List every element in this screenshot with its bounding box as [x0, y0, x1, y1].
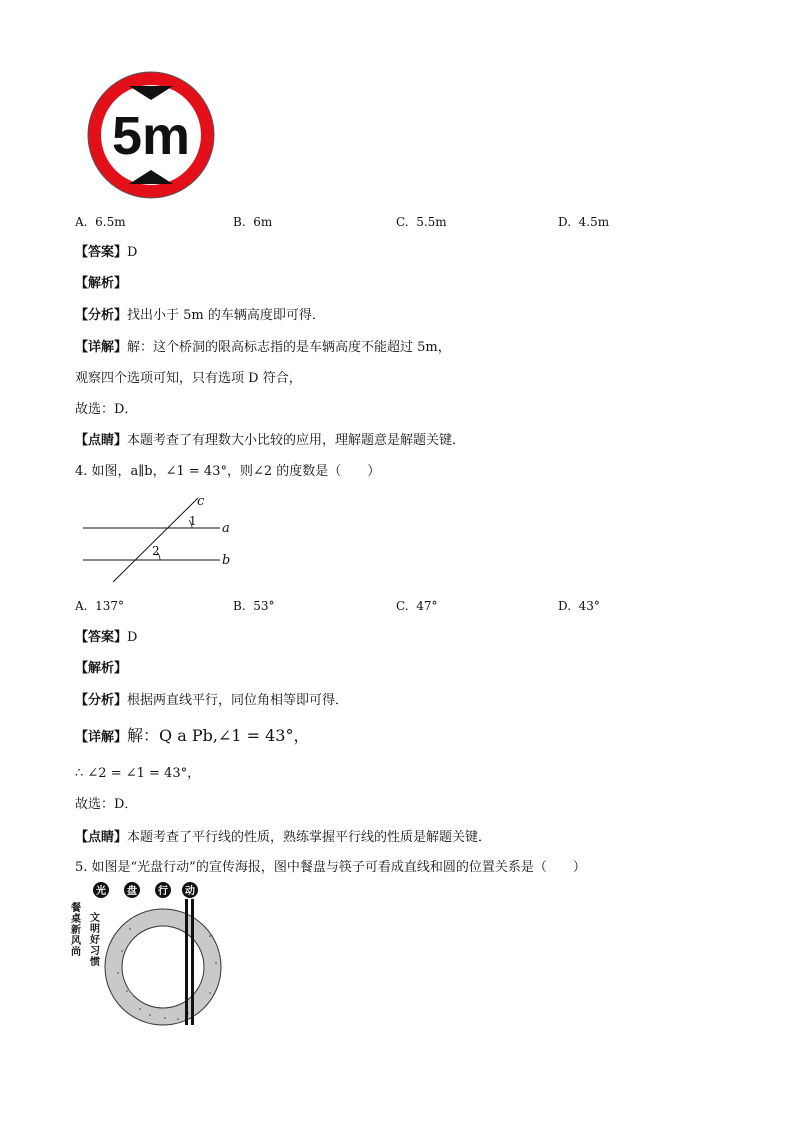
q4-option-b[interactable]: B. 53°: [233, 599, 275, 613]
poster-slogan-right: 文明好习惯: [90, 913, 100, 968]
q5-stem: 5. 如图是“光盘行动”的宣传海报，图中餐盘与筷子可看成直线和圆的位置关系是（ ）: [75, 860, 586, 875]
q3-jiexi-heading: 【解析】: [75, 276, 128, 291]
q4-option-a[interactable]: A. 137°: [75, 599, 125, 613]
q3-detail: 【详解】解：这个桥洞的限高标志指的是车辆高度不能超过 5m，: [75, 340, 451, 355]
q3-option-c[interactable]: C. 5.5m: [396, 215, 447, 229]
chopstick-right: [191, 899, 194, 1025]
height-limit-sign-graphic: [86, 70, 216, 200]
q3-option-b[interactable]: B. 6m: [233, 215, 273, 229]
poster-title-badges: [93, 882, 198, 898]
q4-option-d[interactable]: D. 43°: [558, 599, 600, 613]
q4-detail: 【详解】解：Q a Pb,∠1 = 43°，: [75, 726, 310, 745]
poster-title-char-1: 光: [96, 886, 106, 897]
label-angle-1: 1: [189, 514, 197, 528]
q3-analysis: 【分析】找出小于 5m 的车辆高度即可得．: [75, 308, 325, 323]
chopstick-left: [185, 899, 188, 1025]
label-c: c: [197, 494, 205, 509]
q3-detail-line2: 观察四个选项可知，只有选项 D 符合，: [75, 371, 302, 386]
q4-stem: 4. 如图，a∥b，∠1 = 43°，则∠2 的度数是（ ）: [75, 464, 381, 479]
q4-comment: 【点睛】本题考查了平行线的性质，熟练掌握平行线的性质是解题关键．: [75, 830, 492, 845]
q4-choice: 故选：D．: [75, 797, 138, 812]
label-b: b: [222, 553, 231, 568]
poster-title-char-3: 行: [158, 886, 168, 897]
q4-analysis: 【分析】根据两直线平行，同位角相等即可得．: [75, 693, 349, 708]
q4-option-c[interactable]: C. 47°: [396, 599, 438, 613]
q4-jiexi-heading: 【解析】: [75, 661, 128, 676]
parallel-lines-figure: [80, 494, 240, 586]
q4-detail-line2: ∴ ∠2 = ∠1 = 43°，: [75, 766, 201, 781]
poster-slogan-left: 餐桌新风尚: [71, 903, 81, 958]
label-a: a: [222, 521, 230, 536]
label-angle-2: 2: [152, 544, 160, 558]
q3-comment: 【点睛】本题考查了有理数大小比较的应用，理解题意是解题关键．: [75, 433, 466, 448]
cd-campaign-poster: [70, 881, 230, 1031]
q3-answer: 【答案】D: [75, 245, 138, 260]
q3-choice: 故选：D．: [75, 402, 138, 417]
height-limit-sign: [86, 70, 216, 200]
parallel-lines-graphic: [80, 494, 240, 586]
poster-title-char-2: 盘: [127, 886, 137, 897]
q3-option-a[interactable]: A. 6.5m: [75, 215, 126, 229]
poster-title-char-4: 动: [185, 886, 195, 897]
q3-option-d[interactable]: D. 4.5m: [558, 215, 610, 229]
sign-text: 5m: [111, 106, 191, 166]
line-c: [113, 498, 198, 582]
q4-answer: 【答案】D: [75, 630, 138, 645]
